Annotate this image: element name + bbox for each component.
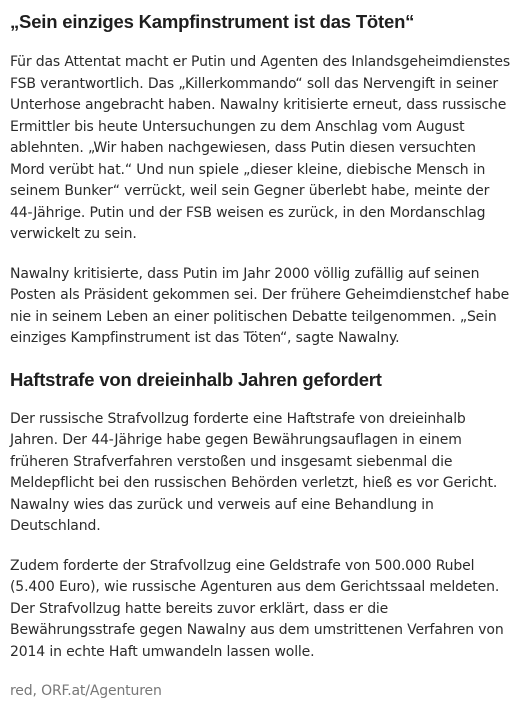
paragraph-attentat: Für das Attentat macht er Putin und Agenten des Inlandsgeheimdienstes FSB verantwortlich. Das „Killerkommando“ soll das Nervengift in seiner Unterhose angebracht haben. Nawalny kritisierte erneut, dass russische Ermittler bis heute Untersuchungen zu dem Anschlag vom August ablehnten. „Wir haben nachgewiesen, dass Putin diesen versuchten Mord verübt hat.“ Und nun spiele „dieser kleine, diebische Mensch in seinem Bunker“ verrückt, weil sein Gegner überlebt habe, meinte der 44-Jährige. Putin und der FSB weisen es zurück, in den Mordanschlag verwickelt zu sein. [10,54,511,242]
source-credit: red, ORF.at/Agenturen [10,683,162,699]
section-heading-quote: „Sein einziges Kampfinstrument ist das Töten“ [10,11,415,32]
paragraph-putin-posten: Nawalny kritisierte, dass Putin im Jahr 2000 völlig zufällig auf seinen Posten als Präsident gekommen sei. Der frühere Geheimdienstchef habe nie in seinem Leben an einer politischen Debatte teilgenommen. „Sein einziges Kampfinstrument ist das Töten“, sagte Nawalny. [10,265,510,346]
paragraph-geldstrafe: Zudem forderte der Strafvollzug eine Geldstrafe von 500.000 Rubel (5.400 Euro), wie russische Agenturen aus dem Gerichtssaal meldeten. Der Strafvollzug hatte bereits zuvor erklärt, dass er die Bewährungsstrafe gegen Nawalny aus dem umstrittenen Verfahren von 2014 in echte Haft umwandeln lassen wolle. [10,557,504,660]
section-heading-haftstrafe: Haftstrafe von dreieinhalb Jahren gefordert [10,368,382,390]
paragraph-strafvollzug: Der russische Strafvollzug forderte eine Haftstrafe von dreieinhalb Jahren. Der 44-Jährige habe gegen Bewährungsauflagen in einem früheren Strafverfahren verstoßen und insgesamt siebenmal die Meldepflicht bei den russischen Behörden verletzt, hieß es vor Gericht. Nawalny wies das zurück und verweis auf eine Behandlung in Deutschland. [10,410,498,534]
